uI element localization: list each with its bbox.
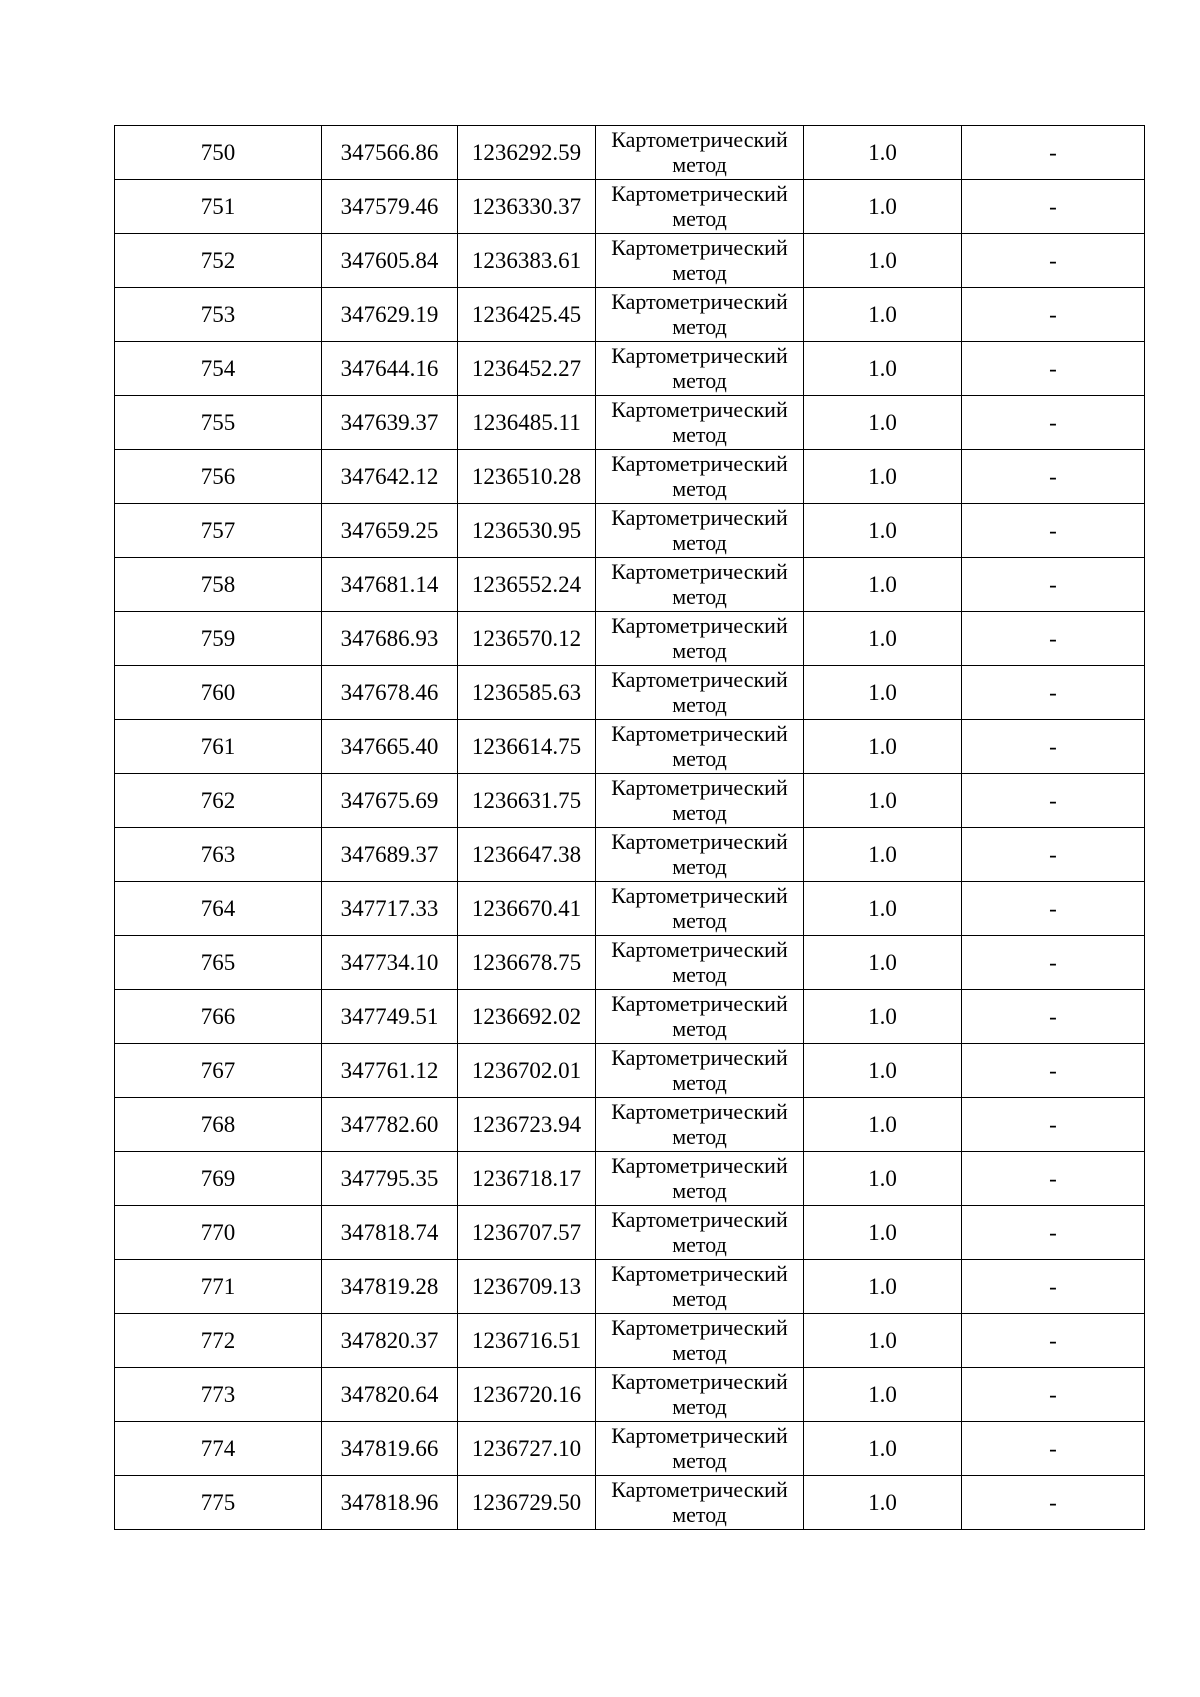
method-line-1: Картометрический <box>611 829 788 854</box>
accuracy-cell: 1.0 <box>804 342 962 396</box>
y-coordinate-cell: 1236330.37 <box>458 180 596 234</box>
method-line-2: метод <box>672 368 727 393</box>
method-line-2: метод <box>672 206 727 231</box>
method-line-2: метод <box>672 1178 727 1203</box>
accuracy-cell: 1.0 <box>804 612 962 666</box>
note-cell: - <box>962 288 1145 342</box>
point-number-cell: 767 <box>115 1044 322 1098</box>
method-cell <box>596 612 804 666</box>
method-line-1: Картометрический <box>611 991 788 1016</box>
method-cell <box>596 1314 804 1368</box>
method-line-1: Картометрический <box>611 1315 788 1340</box>
y-coordinate-cell: 1236292.59 <box>458 126 596 180</box>
note-cell: - <box>962 504 1145 558</box>
method-line-2: метод <box>672 422 727 447</box>
point-number-cell: 762 <box>115 774 322 828</box>
x-coordinate-cell: 347678.46 <box>322 666 458 720</box>
point-number-cell: 757 <box>115 504 322 558</box>
accuracy-cell: 1.0 <box>804 1314 962 1368</box>
note-cell: - <box>962 1314 1145 1368</box>
point-number-cell: 773 <box>115 1368 322 1422</box>
method-line-2: метод <box>672 260 727 285</box>
point-number-cell: 768 <box>115 1098 322 1152</box>
note-cell: - <box>962 1368 1145 1422</box>
table-row <box>115 1476 1145 1530</box>
note-cell: - <box>962 990 1145 1044</box>
accuracy-cell: 1.0 <box>804 1044 962 1098</box>
note-cell: - <box>962 234 1145 288</box>
x-coordinate-cell: 347644.16 <box>322 342 458 396</box>
method-line-2: метод <box>672 1016 727 1041</box>
accuracy-cell: 1.0 <box>804 666 962 720</box>
point-number-cell: 754 <box>115 342 322 396</box>
method-line-1: Картометрический <box>611 721 788 746</box>
y-coordinate-cell: 1236727.10 <box>458 1422 596 1476</box>
accuracy-cell: 1.0 <box>804 396 962 450</box>
table-row <box>115 1314 1145 1368</box>
note-cell: - <box>962 1044 1145 1098</box>
point-number-cell: 766 <box>115 990 322 1044</box>
method-line-1: Картометрический <box>611 235 788 260</box>
table-row <box>115 234 1145 288</box>
method-line-1: Картометрический <box>611 1477 788 1502</box>
method-line-1: Картометрический <box>611 343 788 368</box>
method-cell <box>596 450 804 504</box>
table-row <box>115 396 1145 450</box>
accuracy-cell: 1.0 <box>804 234 962 288</box>
x-coordinate-cell: 347795.35 <box>322 1152 458 1206</box>
y-coordinate-cell: 1236614.75 <box>458 720 596 774</box>
method-cell <box>596 1098 804 1152</box>
method-line-2: метод <box>672 476 727 501</box>
method-line-2: метод <box>672 746 727 771</box>
method-line-2: метод <box>672 1286 727 1311</box>
x-coordinate-cell: 347629.19 <box>322 288 458 342</box>
table-row <box>115 666 1145 720</box>
y-coordinate-cell: 1236530.95 <box>458 504 596 558</box>
note-cell: - <box>962 450 1145 504</box>
accuracy-cell: 1.0 <box>804 990 962 1044</box>
method-line-2: метод <box>672 1448 727 1473</box>
method-line-1: Картометрический <box>611 613 788 638</box>
method-line-1: Картометрический <box>611 1369 788 1394</box>
accuracy-cell: 1.0 <box>804 1368 962 1422</box>
table-row <box>115 180 1145 234</box>
point-number-cell: 772 <box>115 1314 322 1368</box>
y-coordinate-cell: 1236670.41 <box>458 882 596 936</box>
x-coordinate-cell: 347818.74 <box>322 1206 458 1260</box>
method-cell <box>596 1368 804 1422</box>
x-coordinate-cell: 347818.96 <box>322 1476 458 1530</box>
method-cell <box>596 288 804 342</box>
method-cell <box>596 936 804 990</box>
accuracy-cell: 1.0 <box>804 126 962 180</box>
x-coordinate-cell: 347717.33 <box>322 882 458 936</box>
method-line-1: Картометрический <box>611 937 788 962</box>
method-cell <box>596 234 804 288</box>
method-line-1: Картометрический <box>611 1099 788 1124</box>
method-cell <box>596 1044 804 1098</box>
table-row <box>115 450 1145 504</box>
method-line-2: метод <box>672 1394 727 1419</box>
accuracy-cell: 1.0 <box>804 288 962 342</box>
method-cell <box>596 180 804 234</box>
y-coordinate-cell: 1236585.63 <box>458 666 596 720</box>
note-cell: - <box>962 342 1145 396</box>
table-row <box>115 1152 1145 1206</box>
table-row <box>115 1098 1145 1152</box>
y-coordinate-cell: 1236647.38 <box>458 828 596 882</box>
method-line-1: Картометрический <box>611 1153 788 1178</box>
method-line-1: Картометрический <box>611 1045 788 1070</box>
y-coordinate-cell: 1236570.12 <box>458 612 596 666</box>
method-line-1: Картометрический <box>611 505 788 530</box>
y-coordinate-cell: 1236729.50 <box>458 1476 596 1530</box>
y-coordinate-cell: 1236452.27 <box>458 342 596 396</box>
point-number-cell: 769 <box>115 1152 322 1206</box>
method-line-1: Картометрический <box>611 397 788 422</box>
accuracy-cell: 1.0 <box>804 1476 962 1530</box>
note-cell: - <box>962 126 1145 180</box>
note-cell: - <box>962 666 1145 720</box>
method-line-1: Картометрический <box>611 1261 788 1286</box>
method-line-1: Картометрический <box>611 181 788 206</box>
accuracy-cell: 1.0 <box>804 1422 962 1476</box>
accuracy-cell: 1.0 <box>804 558 962 612</box>
method-line-2: метод <box>672 1232 727 1257</box>
accuracy-cell: 1.0 <box>804 1152 962 1206</box>
point-number-cell: 760 <box>115 666 322 720</box>
method-line-1: Картометрический <box>611 451 788 476</box>
note-cell: - <box>962 396 1145 450</box>
method-line-2: метод <box>672 1124 727 1149</box>
method-line-2: метод <box>672 638 727 663</box>
y-coordinate-cell: 1236425.45 <box>458 288 596 342</box>
accuracy-cell: 1.0 <box>804 1206 962 1260</box>
note-cell: - <box>962 1260 1145 1314</box>
note-cell: - <box>962 882 1145 936</box>
y-coordinate-cell: 1236723.94 <box>458 1098 596 1152</box>
x-coordinate-cell: 347566.86 <box>322 126 458 180</box>
point-number-cell: 756 <box>115 450 322 504</box>
table-body <box>115 126 1145 1530</box>
table-row <box>115 558 1145 612</box>
table-row <box>115 342 1145 396</box>
x-coordinate-cell: 347820.37 <box>322 1314 458 1368</box>
point-number-cell: 750 <box>115 126 322 180</box>
y-coordinate-cell: 1236631.75 <box>458 774 596 828</box>
accuracy-cell: 1.0 <box>804 774 962 828</box>
method-cell <box>596 1422 804 1476</box>
x-coordinate-cell: 347659.25 <box>322 504 458 558</box>
method-line-1: Картометрический <box>611 127 788 152</box>
note-cell: - <box>962 180 1145 234</box>
point-number-cell: 751 <box>115 180 322 234</box>
method-line-2: метод <box>672 314 727 339</box>
y-coordinate-cell: 1236702.01 <box>458 1044 596 1098</box>
method-line-2: метод <box>672 800 727 825</box>
y-coordinate-cell: 1236720.16 <box>458 1368 596 1422</box>
note-cell: - <box>962 1476 1145 1530</box>
table-row <box>115 774 1145 828</box>
method-cell <box>596 666 804 720</box>
y-coordinate-cell: 1236383.61 <box>458 234 596 288</box>
table-row <box>115 882 1145 936</box>
method-line-2: метод <box>672 854 727 879</box>
table-row <box>115 1206 1145 1260</box>
method-cell <box>596 1206 804 1260</box>
y-coordinate-cell: 1236709.13 <box>458 1260 596 1314</box>
method-cell <box>596 882 804 936</box>
point-number-cell: 758 <box>115 558 322 612</box>
table-row <box>115 1260 1145 1314</box>
point-number-cell: 753 <box>115 288 322 342</box>
method-cell <box>596 342 804 396</box>
method-line-1: Картометрический <box>611 775 788 800</box>
y-coordinate-cell: 1236718.17 <box>458 1152 596 1206</box>
x-coordinate-cell: 347681.14 <box>322 558 458 612</box>
table-row <box>115 1368 1145 1422</box>
x-coordinate-cell: 347686.93 <box>322 612 458 666</box>
method-line-2: метод <box>672 692 727 717</box>
y-coordinate-cell: 1236678.75 <box>458 936 596 990</box>
method-line-1: Картометрический <box>611 559 788 584</box>
note-cell: - <box>962 720 1145 774</box>
method-line-1: Картометрический <box>611 289 788 314</box>
note-cell: - <box>962 1206 1145 1260</box>
x-coordinate-cell: 347749.51 <box>322 990 458 1044</box>
x-coordinate-cell: 347665.40 <box>322 720 458 774</box>
y-coordinate-cell: 1236707.57 <box>458 1206 596 1260</box>
method-cell <box>596 126 804 180</box>
point-number-cell: 761 <box>115 720 322 774</box>
table-row <box>115 504 1145 558</box>
method-cell <box>596 720 804 774</box>
note-cell: - <box>962 612 1145 666</box>
method-line-2: метод <box>672 1070 727 1095</box>
point-number-cell: 764 <box>115 882 322 936</box>
method-line-1: Картометрический <box>611 667 788 692</box>
accuracy-cell: 1.0 <box>804 828 962 882</box>
accuracy-cell: 1.0 <box>804 720 962 774</box>
accuracy-cell: 1.0 <box>804 450 962 504</box>
note-cell: - <box>962 828 1145 882</box>
x-coordinate-cell: 347819.66 <box>322 1422 458 1476</box>
table-row <box>115 126 1145 180</box>
method-line-2: метод <box>672 962 727 987</box>
table-row <box>115 1044 1145 1098</box>
x-coordinate-cell: 347689.37 <box>322 828 458 882</box>
method-line-2: метод <box>672 1502 727 1527</box>
method-cell <box>596 1152 804 1206</box>
table-row <box>115 828 1145 882</box>
table-row <box>115 1422 1145 1476</box>
method-line-2: метод <box>672 152 727 177</box>
x-coordinate-cell: 347761.12 <box>322 1044 458 1098</box>
accuracy-cell: 1.0 <box>804 1260 962 1314</box>
method-cell <box>596 504 804 558</box>
accuracy-cell: 1.0 <box>804 1098 962 1152</box>
method-line-2: метод <box>672 1340 727 1365</box>
accuracy-cell: 1.0 <box>804 504 962 558</box>
point-number-cell: 759 <box>115 612 322 666</box>
point-number-cell: 763 <box>115 828 322 882</box>
y-coordinate-cell: 1236552.24 <box>458 558 596 612</box>
y-coordinate-cell: 1236485.11 <box>458 396 596 450</box>
y-coordinate-cell: 1236716.51 <box>458 1314 596 1368</box>
x-coordinate-cell: 347782.60 <box>322 1098 458 1152</box>
table-row <box>115 612 1145 666</box>
method-cell <box>596 1260 804 1314</box>
x-coordinate-cell: 347819.28 <box>322 1260 458 1314</box>
table-row <box>115 936 1145 990</box>
method-cell <box>596 1476 804 1530</box>
note-cell: - <box>962 558 1145 612</box>
method-cell <box>596 828 804 882</box>
table-row <box>115 288 1145 342</box>
table-row <box>115 720 1145 774</box>
x-coordinate-cell: 347675.69 <box>322 774 458 828</box>
point-number-cell: 765 <box>115 936 322 990</box>
method-line-1: Картометрический <box>611 883 788 908</box>
method-cell <box>596 774 804 828</box>
method-line-2: метод <box>672 530 727 555</box>
note-cell: - <box>962 936 1145 990</box>
x-coordinate-cell: 347734.10 <box>322 936 458 990</box>
method-line-1: Картометрический <box>611 1207 788 1232</box>
method-cell <box>596 396 804 450</box>
accuracy-cell: 1.0 <box>804 180 962 234</box>
method-line-2: метод <box>672 584 727 609</box>
table-row <box>115 990 1145 1044</box>
method-cell <box>596 558 804 612</box>
y-coordinate-cell: 1236692.02 <box>458 990 596 1044</box>
method-line-1: Картометрический <box>611 1423 788 1448</box>
y-coordinate-cell: 1236510.28 <box>458 450 596 504</box>
x-coordinate-cell: 347579.46 <box>322 180 458 234</box>
note-cell: - <box>962 1422 1145 1476</box>
point-number-cell: 771 <box>115 1260 322 1314</box>
x-coordinate-cell: 347639.37 <box>322 396 458 450</box>
x-coordinate-cell: 347605.84 <box>322 234 458 288</box>
point-number-cell: 774 <box>115 1422 322 1476</box>
method-line-2: метод <box>672 908 727 933</box>
coordinates-table <box>114 125 1145 1530</box>
note-cell: - <box>962 1098 1145 1152</box>
x-coordinate-cell: 347820.64 <box>322 1368 458 1422</box>
method-cell <box>596 990 804 1044</box>
note-cell: - <box>962 774 1145 828</box>
note-cell: - <box>962 1152 1145 1206</box>
point-number-cell: 770 <box>115 1206 322 1260</box>
point-number-cell: 752 <box>115 234 322 288</box>
accuracy-cell: 1.0 <box>804 882 962 936</box>
x-coordinate-cell: 347642.12 <box>322 450 458 504</box>
accuracy-cell: 1.0 <box>804 936 962 990</box>
point-number-cell: 775 <box>115 1476 322 1530</box>
point-number-cell: 755 <box>115 396 322 450</box>
